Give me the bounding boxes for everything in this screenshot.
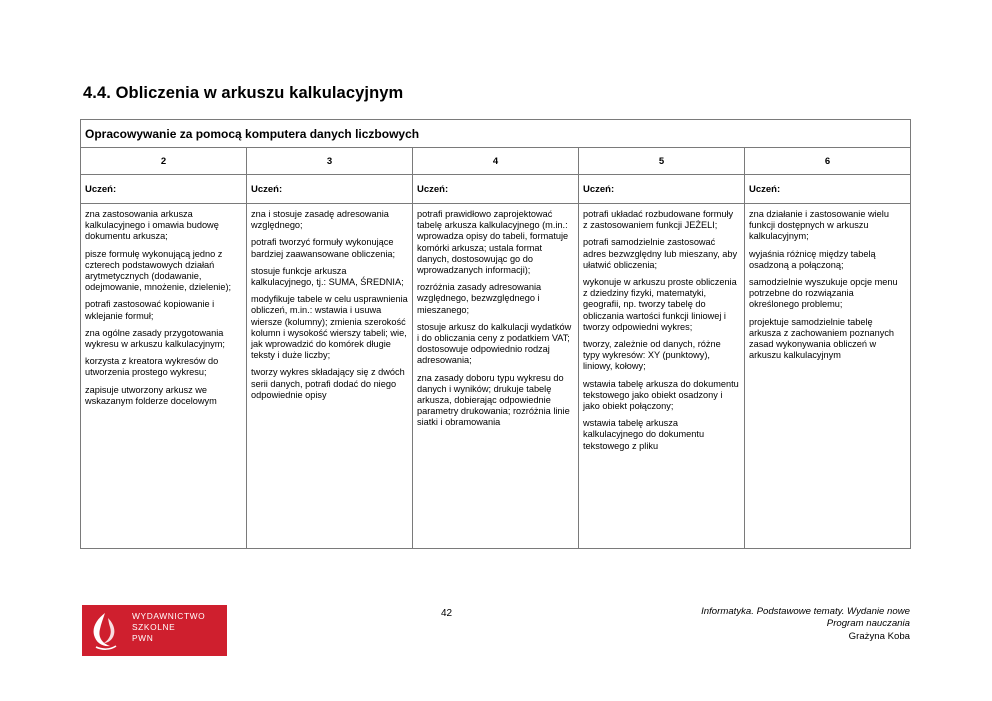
requirement-item: potrafi zastosować kopiowanie i wklejanie formuł; <box>85 299 215 321</box>
requirement-item: korzysta z kreatora wykresów do utworzenia prostego wykresu; <box>85 356 219 378</box>
requirement-item: zna zasady doboru typu wykresu do danych i wyników; drukuje tabelę arkusza, dobierając odpowiednie parametry drukowania; rozróżnia linie siatki i obramowania <box>417 372 570 428</box>
requirement-item: zna zastosowania arkusza kalkulacyjnego i omawia budowę dokumentu arkusza; <box>85 209 219 242</box>
logo-text-line: PWN <box>132 633 154 644</box>
requirement-item: zna i stosuje zasadę adresowania względnego; <box>251 209 389 231</box>
logo-text-line: SZKOLNE <box>132 622 176 633</box>
student-label: Uczeń: <box>745 175 911 204</box>
requirements-row <box>81 204 911 549</box>
requirements-column <box>745 204 911 549</box>
requirement-item: potrafi układać rozbudowane formuły z zastosowaniem funkcji JEŻELI; <box>583 209 734 231</box>
requirement-item: zna ogólne zasady przygotowania wykresu w arkuszu kalkulacyjnym; <box>85 327 225 350</box>
flame-emblem-icon <box>88 610 122 651</box>
logo-text-line: WYDAWNICTWO <box>132 611 206 621</box>
requirement-item: wstawia tabelę arkusza kalkulacyjnego do dokumentu tekstowego z pliku <box>583 418 705 451</box>
requirement-item: potrafi samodzielnie zastosować adres bezwzględny lub mieszany, aby ułatwić obliczenia; <box>583 237 738 270</box>
requirement-item: projektuje samodzielnie tabelę arkusza z zachowaniem poznanych zasad wykonywania obliczeń w arkuszu kalkulacyjnym <box>749 316 895 361</box>
student-label: Uczeń: <box>81 175 247 204</box>
requirements-column <box>247 204 413 549</box>
page-number: 42 <box>441 608 453 619</box>
requirement-item: zapisuje utworzony arkusz we wskazanym folderze docelowym <box>85 384 217 406</box>
requirement-item: wykonuje w arkuszu proste obliczenia z dziedziny fizyki, matematyki, geografii, np. tworzy tabelę do obliczania wartości funkcji liniowej i tworzy odpowiedni wykres; <box>583 277 737 332</box>
publisher-logo <box>82 605 227 656</box>
grade-header: 2 <box>81 148 247 175</box>
book-title: Informatyka. Podstawowe tematy. Wydanie nowe <box>701 606 910 617</box>
requirement-item: rozróżnia zasady adresowania względnego, bezwzględnego i mieszanego; <box>417 282 542 315</box>
requirement-item: tworzy, zależnie od danych, różne typy wykresów: XY (punktowy), liniowy, kołowy; <box>583 339 721 372</box>
book-author: Grażyna Koba <box>848 630 910 642</box>
requirement-item: tworzy wykres składający się z dwóch serii danych, potrafi dodać do niego odpowiednie opisy <box>251 367 405 400</box>
grade-header: 4 <box>413 148 579 175</box>
requirement-item: wstawia tabelę arkusza do dokumentu tekstowego jako obiekt osadzony i jako obiekt połączony; <box>583 378 739 412</box>
requirement-item: modyfikuje tabele w celu usprawnienia obliczeń, m.in.: wstawia i usuwa wiersze (kolumny); zmienia szerokość kolumn i wysokość wierszy tabeli; wie, jak wprowadzić do komórek długie teksty i duże liczby; <box>251 294 408 361</box>
book-subtitle: Program nauczania <box>826 618 910 630</box>
grade-header: 5 <box>579 148 745 175</box>
grade-header: 3 <box>247 148 413 175</box>
student-label-row <box>81 175 911 204</box>
grade-header: 6 <box>745 148 911 175</box>
requirement-item: pisze formułę wykonującą jedno z czterech podstawowych działań arytmetycznych (dodawanie, odejmowanie, mnożenie, dzielenie); <box>85 248 232 293</box>
requirement-item: stosuje arkusz do kalkulacji wydatków i do obliczania ceny z podatkiem VAT; dostosowuje odpowiednio rodzaj adresowania; <box>417 321 572 366</box>
grade-header-row <box>81 148 911 175</box>
student-label: Uczeń: <box>579 175 745 204</box>
requirements-column <box>413 204 579 549</box>
requirements-column <box>81 204 247 549</box>
table-caption: Opracowywanie za pomocą komputera danych liczbowych <box>81 120 911 148</box>
requirement-item: potrafi tworzyć formuły wykonujące bardziej zaawansowane obliczenia; <box>251 237 396 259</box>
student-label: Uczeń: <box>413 175 579 204</box>
requirement-item: zna działanie i zastosowanie wielu funkcji dostępnych w arkuszu kalkulacyjnym; <box>749 209 889 242</box>
table-caption-row <box>81 120 911 148</box>
requirement-item: wyjaśnia różnicę między tabelą osadzoną a połączoną; <box>749 248 876 270</box>
section-title: 4.4. Obliczenia w arkuszu kalkulacyjnym <box>83 84 404 102</box>
requirement-item: stosuje funkcje arkusza kalkulacyjnego, tj.: SUMA, ŚREDNIA; <box>251 265 404 288</box>
student-label: Uczeń: <box>247 175 413 204</box>
requirement-item: samodzielnie wyszukuje opcje menu potrzebne do rozwiązania określonego problemu; <box>749 277 898 310</box>
requirements-table <box>80 119 911 549</box>
book-credits <box>701 606 910 643</box>
requirement-item: potrafi prawidłowo zaprojektować tabelę arkusza kalkulacyjnego (m.in.: wprowadza opisy do tabeli, formatuje komórki arkusza; ustala format danych, dostosowując go do wprowadzanych informacji); <box>417 209 569 276</box>
requirements-column <box>579 204 745 549</box>
